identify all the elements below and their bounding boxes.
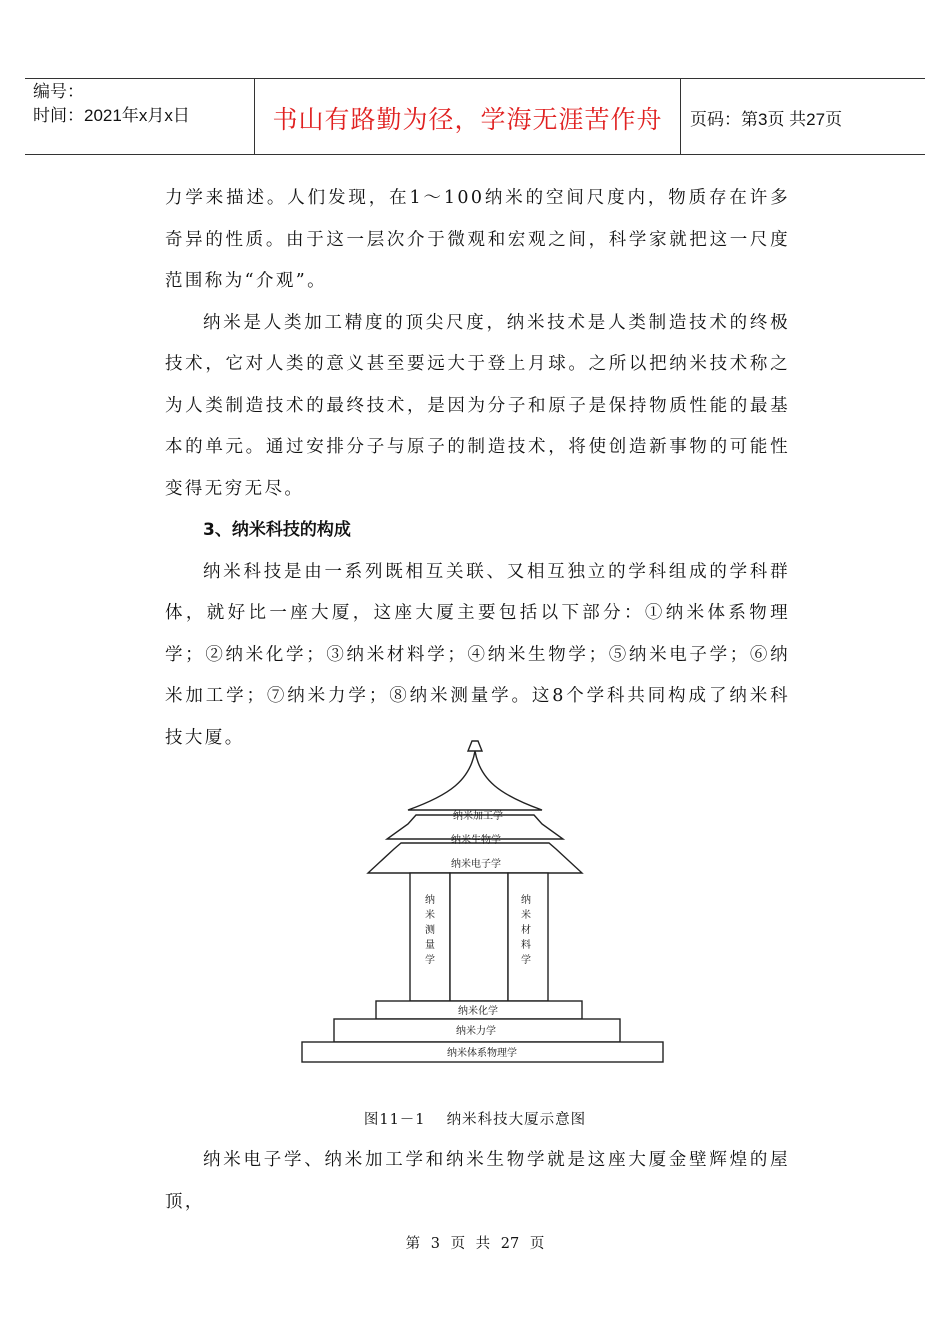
- paragraph: 纳米是人类加工精度的顶尖尺度，纳米技术是人类制造技术的终极技术，它对人类的意义甚至要远大于登上月球。之所以把纳米技术称之为人类制造技术的最终技术，是因为分子和原子是保持物质性能的最基本的单元。通过安排分子与原子的制造技术，将使创造新事物的可能性变得无穷无尽。: [165, 312, 790, 499]
- roof-middle-label: 纳米生物学: [451, 835, 501, 846]
- header-motto: 书山有路勤为径，学海无涯苦作舟: [272, 105, 663, 134]
- time-label: 时间：2021年x月x日: [33, 106, 190, 125]
- roof-top-label: 纳米加工学: [453, 811, 503, 822]
- document-body: [165, 178, 790, 759]
- pillar-left-shape: [410, 873, 450, 1001]
- roof-finial: [468, 741, 482, 751]
- header-meta: [33, 80, 190, 128]
- header-page-info: 页码：第3页 共27页: [690, 110, 843, 129]
- pillar-right-label: 纳米材料学: [521, 895, 531, 966]
- pillar-left-label: 纳米测量学: [425, 895, 435, 966]
- number-label: 编号：: [33, 82, 84, 101]
- paragraph: 纳米科技是由一系列既相互关联、又相互独立的学科组成的学科群体，就好比一座大厦，这座大厦主要包括以下部分：①纳米体系物理学；②纳米化学；③纳米材料学；④纳米生物学；⑤纳米电子学；⑥纳米加工学；⑦纳米力学；⑧纳米测量学。这8个学科共同构成了纳米科技大厦。: [165, 561, 790, 748]
- page-header: [25, 78, 925, 156]
- document-body-continued: [165, 1140, 790, 1223]
- base-bottom-label: 纳米体系物理学: [447, 1048, 517, 1059]
- paragraph: 纳米电子学、纳米加工学和纳米生物学就是这座大厦金壁辉煌的屋顶，: [165, 1150, 790, 1212]
- pillar-right-shape: [508, 873, 548, 1001]
- section-heading: 3、纳米科技的构成: [203, 520, 351, 540]
- header-top-rule: [25, 78, 925, 79]
- roof-top-shape: [408, 751, 542, 810]
- header-divider-right: [680, 78, 681, 155]
- base-top-label: 纳米化学: [458, 1006, 498, 1017]
- header-bottom-rule: [25, 154, 925, 155]
- base-middle-label: 纳米力学: [456, 1026, 496, 1037]
- page-footer: 第 3 页 共 27 页: [405, 1236, 545, 1252]
- header-divider-left: [254, 78, 255, 155]
- nano-building-diagram: [300, 735, 666, 1065]
- roof-bottom-label: 纳米电子学: [451, 859, 501, 870]
- paragraph: 力学来描述。人们发现，在1～100纳米的空间尺度内，物质存在许多奇异的性质。由于这一层次介于微观和宏观之间，科学家就把这一尺度范围称为“介观”。: [165, 188, 790, 291]
- figure-caption: 图11－1 纳米科技大厦示意图: [363, 1112, 587, 1128]
- pillar-center-shape: [450, 873, 508, 1001]
